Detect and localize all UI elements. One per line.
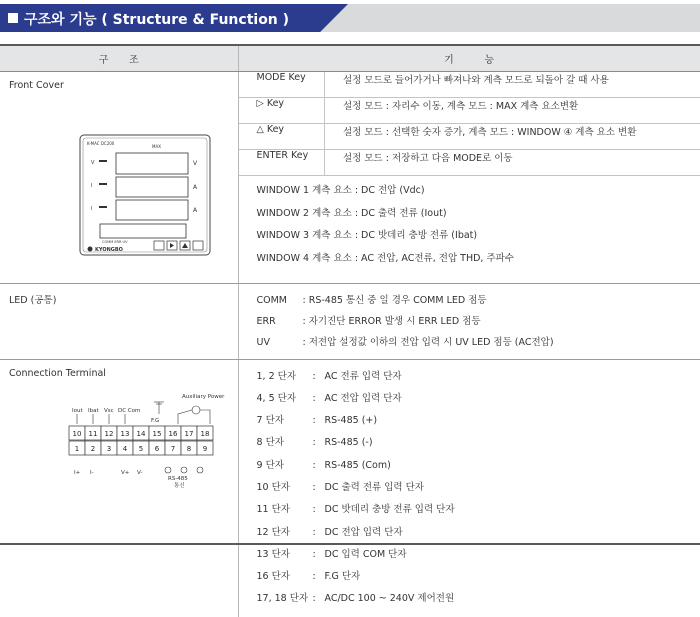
led-comm: COMM : RS-485 통신 중 일 경우 COMM LED 점등 [257,290,700,311]
window-list [239,176,700,277]
front-cover-label: Front Cover [9,80,238,91]
window-2-desc: WINDOW 2 계측 요소 : DC 출력 전류 (Iout) [257,203,700,226]
terminal-top-number-14: 14 [137,430,146,438]
up-key-desc: 설정 모드 : 선택한 숫자 증가, 계측 모드 : WINDOW ④ 계측 요소 변환 [325,124,700,150]
term-item-5: 9 단자 : RS-485 (Com) [257,455,700,477]
right-key-desc: 설정 모드 : 자리수 이동, 계측 모드 : MAX 계측 요소변환 [325,98,700,124]
window-1 [116,153,188,174]
device-model: K-MAC DC200 [87,141,115,146]
up-key-label: △ Key [239,124,325,150]
terminal-label: Connection Terminal [9,368,238,379]
led-err: ERR : 자기진단 ERROR 발생 시 ERR LED 점등 [257,311,700,332]
term-item-9: 13 단자 : DC 입력 COM 단자 [257,544,700,566]
term-item-2: 4, 5 단자 : AC 전압 입력 단자 [257,388,700,410]
bottom-rule [0,543,700,545]
mode-key-desc: 설정 모드로 들어가거나 빠져나와 계측 모드로 되돌아 갈 때 사용 [325,72,700,98]
led-cell [0,283,238,359]
term-label-vsc: Vsc [104,408,114,414]
enter-key-label: ENTER Key [239,150,325,176]
term-label-aux: Auxiliary Power [182,394,225,400]
window-4-desc: WINDOW 4 계측 요소 : AC 전압, AC전류, 전압 THD, 주파수 [257,248,700,271]
term-label-iminus: I- [90,470,94,476]
terminal-bottom-number-4: 4 [123,445,128,453]
mode-button[interactable] [154,241,164,250]
term-label-rs485: RS-485 [168,476,188,482]
window-1-desc: WINDOW 1 계측 요소 : DC 전압 (Vdc) [257,180,700,203]
mode-key-label: MODE Key [239,72,325,98]
section-title-bar [0,4,700,32]
term-label-iout: Iout [72,408,83,414]
terminal-bottom-number-9: 9 [203,445,207,453]
terminal-functions [238,359,700,617]
term-label-dccom: DC Com [118,408,140,414]
terminal-bottom-number-2: 2 [91,445,95,453]
window-4 [100,224,186,238]
terminal-bottom-number-8: 8 [187,445,191,453]
device-brand: KYONGBO [95,247,123,253]
terminal-bottom-number-3: 3 [107,445,111,453]
row3-unit: A [193,207,198,214]
front-panel-diagram [72,133,212,263]
term-item-7: 11 단자 : DC 밧데리 충방 전류 입력 단자 [257,499,700,521]
window-2 [116,177,188,197]
led-uv: UV : 저전압 설정값 이하의 전압 입력 시 UV LED 점등 (AC전압) [257,332,700,353]
enter-button[interactable] [193,241,203,250]
terminal-cell [0,359,238,617]
square-bullet-icon [8,13,18,23]
led-label: LED (공통) [9,292,238,306]
row1-left: V [91,160,95,166]
term-label-comm: 통신 [174,481,185,489]
front-cover-cell [0,71,238,283]
term-item-4: 8 단자 : RS-485 (-) [257,432,700,454]
term-item-8: 12 단자 : DC 전압 입력 단자 [257,522,700,544]
terminal-bottom-number-5: 5 [139,445,143,453]
terminal-top-number-18: 18 [201,430,210,438]
terminal-bottom-number-7: 7 [171,445,175,453]
term-item-11: 17, 18 단자 : AC/DC 100 ~ 240V 제어전원 [257,588,700,610]
led-functions [238,283,700,359]
term-label-iplus: I+ [74,470,81,476]
terminal-top-number-15: 15 [153,430,162,438]
window-3-desc: WINDOW 3 계측 요소 : DC 밧데리 충방 전류 (Ibat) [257,225,700,248]
term-label-vminus: V- [137,470,142,476]
terminal-top-number-12: 12 [105,430,114,438]
term-label-fg: F.G [151,418,159,424]
right-key-label: ▷ Key [239,98,325,124]
section-title: 구조와 기능 ( Structure & Function ) [24,9,289,29]
row2-left: I [91,183,92,189]
row1-unit: V [193,160,198,167]
terminal-top-number-13: 13 [121,430,130,438]
term-item-10: 16 단자 : F.G 단자 [257,566,700,588]
terminal-bottom-number-1: 1 [75,445,79,453]
row3-left: I [91,206,92,212]
terminal-diagram [66,380,226,500]
term-label-ibat: Ibat [88,408,99,414]
terminal-top-number-17: 17 [185,430,194,438]
header-structure: 구 조 [0,45,238,71]
term-item-3: 7 단자 : RS-485 (+) [257,410,700,432]
term-item-1: 1, 2 단자 : AC 전류 입력 단자 [257,366,700,388]
term-item-6: 10 단자 : DC 출력 전류 입력 단자 [257,477,700,499]
device-max: MAX [152,144,161,149]
enter-key-desc: 설정 모드 : 저장하고 다음 MODE로 이동 [325,150,700,176]
term-label-vplus: V+ [121,470,130,476]
front-cover-functions [238,71,700,283]
spec-table [0,44,700,617]
header-function: 기 능 [238,45,700,71]
terminal-top-number-10: 10 [73,430,82,438]
terminal-top-number-16: 16 [169,430,178,438]
terminal-top-number-11: 11 [89,430,98,438]
row2-unit: A [193,184,198,191]
led-labels: COMM ERR UV [102,240,128,244]
window-3 [116,200,188,220]
terminal-bottom-number-6: 6 [155,445,160,453]
